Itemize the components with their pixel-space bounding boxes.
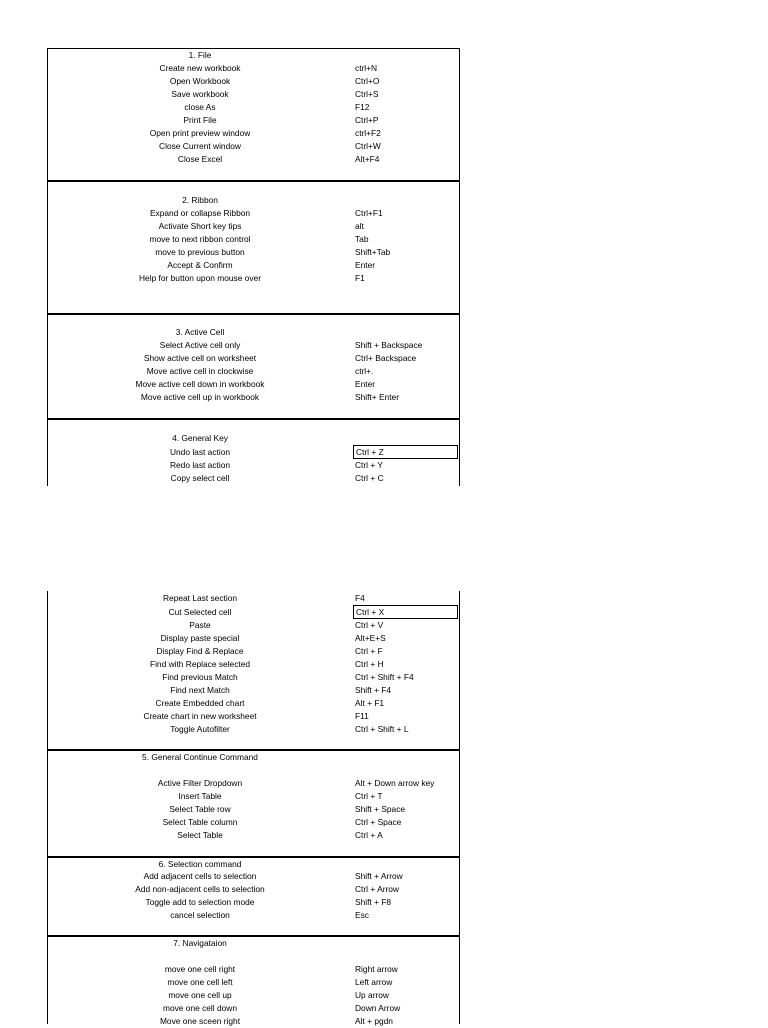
shortcut-action: Find previous Match: [162, 672, 238, 682]
shortcut-action: Display paste special: [160, 633, 240, 643]
section-heading: 7. Navigataion: [173, 938, 227, 948]
shortcut-key: Shift + Arrow: [355, 871, 403, 881]
section-ribbon: [48, 182, 459, 315]
shortcut-row: [48, 870, 459, 883]
shortcut-row: [48, 684, 459, 697]
shortcut-action: Move active cell down in workbook: [135, 379, 265, 389]
shortcut-row: [48, 671, 459, 684]
shortcut-row: [48, 272, 459, 285]
selected-cell[interactable]: Ctrl + X: [353, 605, 458, 619]
shortcut-key: Left arrow: [355, 977, 393, 987]
shortcut-action: Print File: [183, 115, 217, 125]
shortcut-key: Enter: [355, 379, 376, 389]
shortcut-key: F12: [355, 102, 370, 112]
shortcut-row: [48, 619, 459, 632]
shortcut-key: Ctrl+W: [355, 141, 381, 151]
shortcut-row: [48, 153, 459, 166]
shortcut-row: [48, 378, 459, 391]
shortcut-key: alt: [355, 221, 364, 231]
shortcut-action: move one cell right: [164, 964, 236, 974]
shortcut-action: Close Excel: [177, 154, 223, 164]
section-heading: 3. Active Cell: [175, 327, 225, 337]
shortcut-key: Ctrl + Space: [355, 817, 402, 827]
shortcut-row: [48, 75, 459, 88]
shortcut-row: [48, 207, 459, 220]
shortcut-action: Redo last action: [169, 460, 231, 470]
shortcut-action: Add non-adjacent cells to selection: [135, 884, 265, 894]
shortcut-key: Ctrl + Arrow: [355, 884, 399, 894]
shortcut-key: Alt+E+S: [355, 633, 386, 643]
shortcut-row: [48, 645, 459, 658]
shortcut-row: [48, 472, 459, 485]
shortcut-action: Find with Replace selected: [149, 659, 251, 669]
shortcut-action: Move active cell up in workbook: [140, 392, 260, 402]
section-general-continue-command: [48, 751, 459, 858]
shortcut-key: Shift + Backspace: [355, 340, 423, 350]
section-heading: 5. General Continue Command: [142, 752, 258, 762]
shortcut-key: Esc: [355, 910, 369, 920]
shortcut-key: Ctrl + F: [355, 646, 383, 656]
shortcut-row: [48, 1002, 459, 1015]
shortcut-row: [48, 391, 459, 404]
shortcut-row: [48, 1015, 459, 1028]
shortcut-row: [48, 339, 459, 352]
shortcut-key: ctrl+.: [355, 366, 374, 376]
shortcut-action: Close Current window: [159, 141, 241, 151]
shortcut-key: ctrl+F2: [355, 128, 381, 138]
shortcut-action: cancel selection: [170, 910, 230, 920]
document-page-2: [47, 591, 460, 1024]
shortcut-action: Cut Selected cell: [168, 607, 232, 617]
shortcut-action: Undo last action: [169, 447, 231, 457]
shortcut-row: [48, 710, 459, 723]
shortcut-action: Create Embedded chart: [155, 698, 245, 708]
section-general-key: [48, 420, 459, 486]
shortcut-key: Ctrl + Shift + F4: [355, 672, 414, 682]
shortcut-key: Ctrl + C: [355, 473, 384, 483]
section-navigation: [48, 937, 459, 1024]
shortcut-action: Toggle Autofilter: [170, 724, 230, 734]
shortcut-row: [48, 140, 459, 153]
shortcut-key: F1: [355, 273, 365, 283]
shortcut-action: Create chart in new worksheet: [143, 711, 257, 721]
shortcut-row: [48, 606, 459, 619]
shortcut-key: Ctrl+P: [355, 115, 379, 125]
shortcut-row: [48, 632, 459, 645]
shortcut-row: [48, 88, 459, 101]
shortcut-row: [48, 909, 459, 922]
shortcut-action: Select Table row: [169, 804, 231, 814]
shortcut-action: move one cell down: [162, 1003, 238, 1013]
shortcut-action: Active Filter Dropdown: [157, 778, 243, 788]
shortcut-row: [48, 790, 459, 803]
shortcut-row: [48, 697, 459, 710]
shortcut-key: Enter: [355, 260, 376, 270]
shortcut-row: [48, 62, 459, 75]
shortcut-row: [48, 114, 459, 127]
shortcut-row: [48, 101, 459, 114]
shortcut-key: Shift + Space: [355, 804, 406, 814]
shortcut-row: [48, 829, 459, 842]
shortcut-key: Shift+ Enter: [355, 392, 399, 402]
shortcut-row: [48, 976, 459, 989]
shortcut-key: Alt + F1: [355, 698, 385, 708]
shortcut-action: Open print preview window: [149, 128, 251, 138]
shortcut-key: ctrl+N: [355, 63, 378, 73]
shortcut-key: Tab: [355, 234, 369, 244]
shortcut-key: Alt+F4: [355, 154, 380, 164]
shortcut-key: Shift + F8: [355, 897, 392, 907]
shortcut-key: Ctrl + Y: [355, 460, 384, 470]
shortcut-action: Accept & Confirm: [167, 260, 233, 270]
shortcut-action: Activate Short key tips: [158, 221, 242, 231]
shortcut-row: [48, 127, 459, 140]
shortcut-action: Save workbook: [171, 89, 229, 99]
shortcut-key: Ctrl + T: [355, 791, 383, 801]
shortcut-row: [48, 896, 459, 909]
document-page-1: [47, 48, 460, 486]
shortcut-row: [48, 592, 459, 605]
shortcut-key: Up arrow: [355, 990, 389, 1000]
shortcut-action: Create new workbook: [159, 63, 241, 73]
shortcut-action: Find next Match: [170, 685, 230, 695]
shortcut-action: Copy select cell: [170, 473, 230, 483]
shortcut-key: Shift + F4: [355, 685, 392, 695]
shortcut-action: Repeat Last section: [162, 593, 238, 603]
shortcut-row: [48, 246, 459, 259]
shortcut-action: Add adjacent cells to selection: [143, 871, 257, 881]
section-heading: 6. Selection command: [158, 859, 242, 869]
shortcut-key: Shift+Tab: [355, 247, 391, 257]
shortcut-row: [48, 803, 459, 816]
shortcut-key: Ctrl + A: [355, 830, 383, 840]
shortcut-row: [48, 220, 459, 233]
section-selection-command: [48, 858, 459, 937]
shortcut-row: [48, 365, 459, 378]
shortcut-action: close As: [184, 102, 216, 112]
shortcut-action: move to previous button: [155, 247, 245, 257]
shortcut-row: [48, 233, 459, 246]
shortcut-action: Select Active cell only: [159, 340, 241, 350]
shortcut-key: Down Arrow: [355, 1003, 401, 1013]
selected-cell[interactable]: Ctrl + Z: [353, 445, 458, 459]
shortcut-row: [48, 352, 459, 365]
shortcut-key: F4: [355, 593, 365, 603]
shortcut-action: Open Workbook: [169, 76, 231, 86]
section-file: [48, 49, 459, 182]
section-heading: 1. File: [188, 50, 212, 60]
shortcut-row: [48, 989, 459, 1002]
shortcut-key: Alt + pgdn: [355, 1016, 393, 1026]
shortcut-key: Ctrl+ Backspace: [355, 353, 417, 363]
shortcut-key: Right arrow: [355, 964, 398, 974]
shortcut-key: F11: [355, 711, 369, 721]
shortcut-key: Alt + Down arrow key: [355, 778, 435, 788]
shortcut-action: Help for button upon mouse over: [139, 273, 261, 283]
shortcut-row: [48, 259, 459, 272]
shortcut-action: move one cell left: [167, 977, 233, 987]
section-heading: 4. General Key: [172, 433, 228, 443]
section-active-cell: [48, 315, 459, 420]
shortcut-key: Ctrl + V: [355, 620, 384, 630]
shortcut-key: Ctrl + Shift + L: [355, 724, 409, 734]
shortcut-row: [48, 963, 459, 976]
shortcut-row: [48, 723, 459, 736]
shortcut-row: [48, 883, 459, 896]
shortcut-row: [48, 446, 459, 459]
section-general-key-continued: [48, 591, 459, 751]
shortcut-key: Ctrl + H: [355, 659, 384, 669]
section-heading: 2. Ribbon: [182, 195, 218, 205]
shortcut-row: [48, 658, 459, 671]
shortcut-action: Move one sceen right: [159, 1016, 241, 1026]
shortcut-action: Move active cell in clockwise: [146, 366, 254, 376]
shortcut-key: Ctrl+F1: [355, 208, 383, 218]
shortcut-action: Display Find & Replace: [156, 646, 244, 656]
shortcut-action: Show active cell on worksheet: [143, 353, 257, 363]
shortcut-action: Expand or collapse Ribbon: [149, 208, 251, 218]
shortcut-action: Insert Table: [178, 791, 222, 801]
shortcut-action: move one cell up: [168, 990, 232, 1000]
shortcut-action: Select Table: [177, 830, 223, 840]
shortcut-row: [48, 459, 459, 472]
shortcut-action: Select Table column: [162, 817, 238, 827]
shortcut-action: move to next ribbon control: [149, 234, 251, 244]
shortcut-key: Ctrl+O: [355, 76, 380, 86]
shortcut-key: Ctrl+S: [355, 89, 379, 99]
shortcut-row: [48, 816, 459, 829]
shortcut-action: Paste: [189, 620, 211, 630]
shortcut-row: [48, 777, 459, 790]
shortcut-action: Toggle add to selection mode: [145, 897, 255, 907]
